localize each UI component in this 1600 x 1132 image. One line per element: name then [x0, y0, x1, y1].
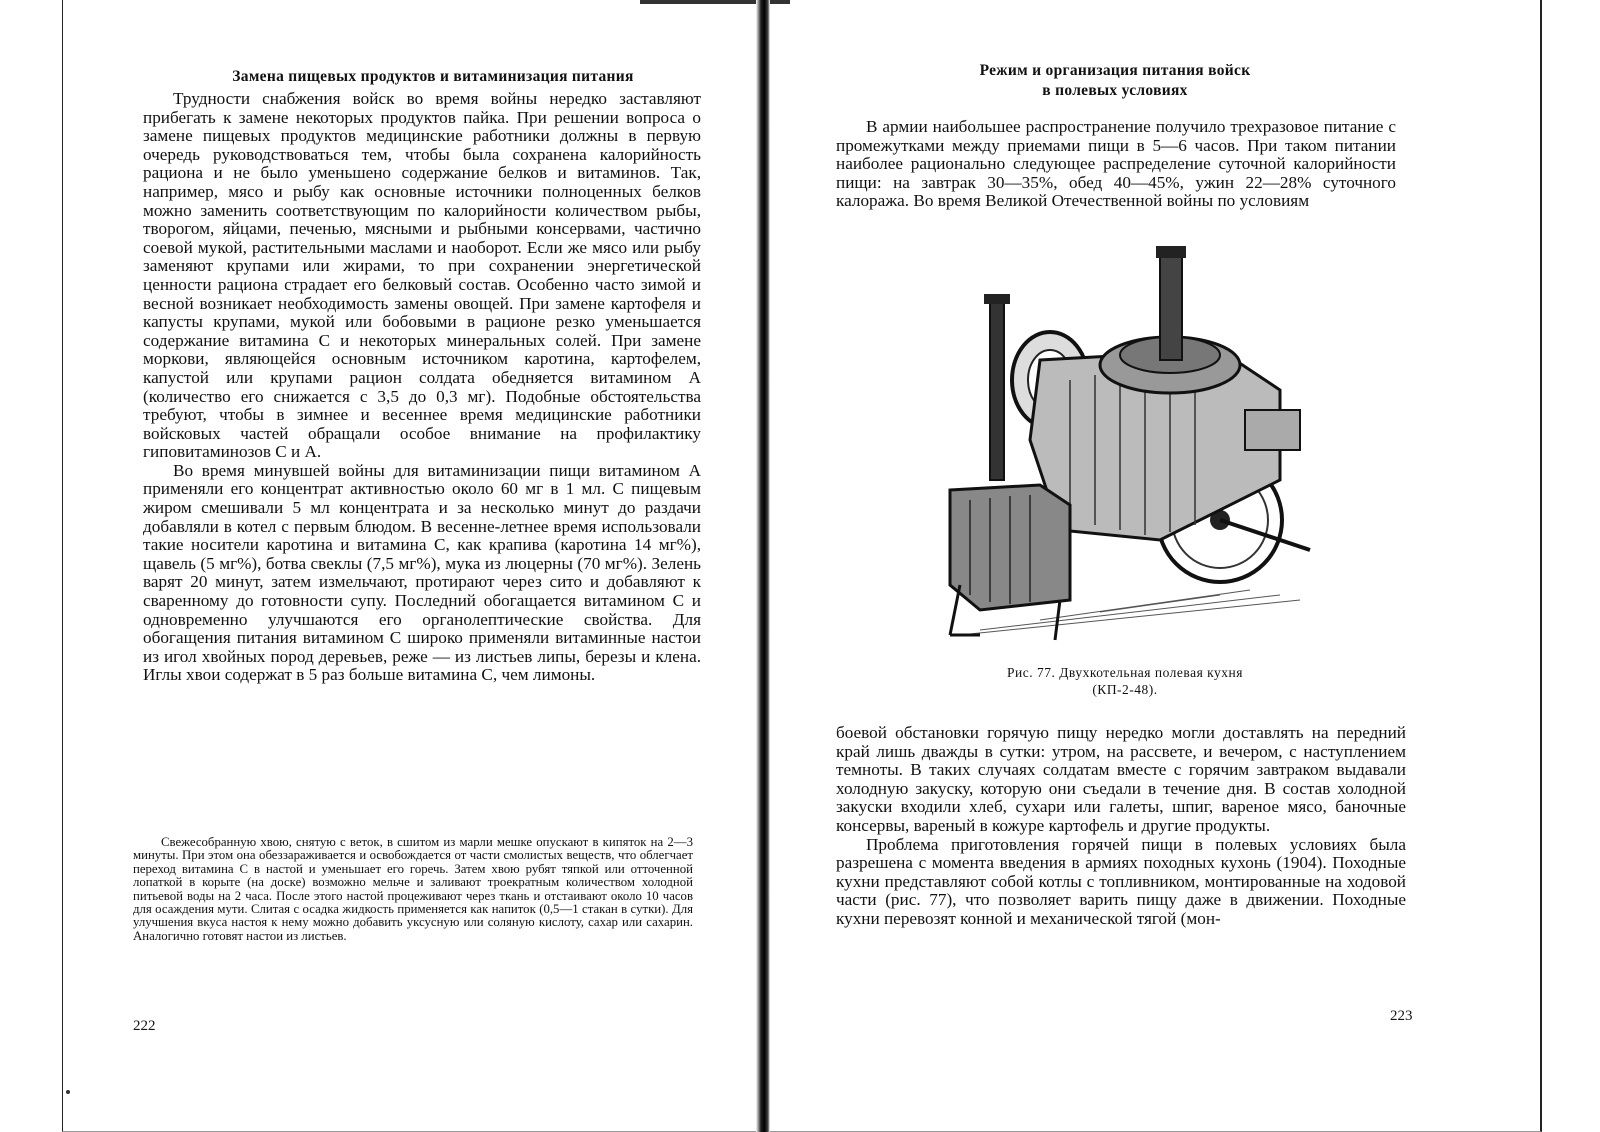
scan-speck	[66, 1090, 70, 1094]
right-paragraph-bottom-2: Проблема приготовления горячей пищи в полевых условиях была разрешена с момента введения в армиях походных кухонь (1904). Походные кухни представляют собой котлы с топливником, монтированные на ходовой части (рис. 77), что позволяет варить пищу даже в движении. Походные кухни перевозят конной и механической тягой (мон-	[836, 834, 1406, 928]
figure-caption-line1: Рис. 77. Двухкотельная полевая кухня	[1007, 665, 1243, 680]
page-number-left: 222	[133, 1018, 156, 1034]
left-page-heading: Замена пищевых продуктов и витаминизация питания	[232, 68, 634, 85]
left-page-body	[143, 90, 701, 685]
field-kitchen-illustration	[920, 240, 1330, 650]
left-paragraph-1: Трудности снабжения войск во время войны нередко заставляют прибегать к замене некоторых продуктов пайка. При решении вопроса о замене пищевых продуктов медицинские работники должны в первую очередь руководствоваться тем, чтобы была сохранена калорийность рациона и не было уменьшено содержание белков и витаминов. Так, например, мясо и рыбу как основные источники полноценных белков можно заменить соответствующим по калорийности количеством рыбы, творогом, яйцами, печенью, мясными и рыбными консервами, частично соевой мукой, растительными маслами и наоборот. Если же мясо или рыбу заменяют крупами или жирами, то при сохранении энергетической ценности рациона страдает его белковый состав. Особенно часто зимой и весной возникает необходимость замены овощей. При замене картофеля и капусты крупами, мукой или бобовыми в рационе резко уменьшается содержание витамина С и некоторых минеральных солей. При замене моркови, являющейся основным источником каротина, картофелем, капустой или крупами рацион солдата обедняется витамином А (количество его снижается с 3,5 до 0,3 мг). Подобные обстоятельства требуют, чтобы в зимнее и весеннее время медицинские работники войсковых частей обращали особое внимание на профилактику гиповитаминозов С и А.	[143, 89, 701, 462]
right-page-body-top	[836, 118, 1396, 211]
right-paragraph-bottom-1: боевой обстановки горячую пищу нередко могли доставлять на передний край лишь дважды в сутки: утром, на рассвете, и вечером, с наступлением темноты. В таких случаях солдатам вместе с горячим завтраком выдавали холодную закуску, которую они съедали в течение дня. В состав холодной закуски входили хлеб, сухари или галеты, шпиг, вареное мясо, баночные консервы, вареный в кожуре картофель и другие продукты.	[836, 723, 1406, 835]
left-page-small-print	[133, 836, 693, 943]
right-page-body-bottom	[836, 724, 1406, 929]
book-spine	[756, 0, 770, 1132]
right-page-heading-line2: в полевых условиях	[1042, 82, 1188, 99]
right-page-heading-line1: Режим и организация питания войск	[979, 62, 1251, 79]
right-paragraph-top: В армии наибольшее распространение получило трехразовое питание с промежутками между приемами пищи в 5—6 часов. При таком питании наиболее рационально следующее распределение суточной калорийности пищи: на завтрак 30—35%, обед 40—45%, ужин 22—28% суточного калоража. Во время Великой Отечественной войны по условиям	[836, 117, 1396, 211]
left-paragraph-2: Во время минувшей войны для витаминизации пищи витамином А применяли его концентрат активностью около 60 мг в 1 мл. С пищевым жиром смешивали 5 мл концентрата и за несколько минут до раздачи добавляли в котел с первым блюдом. В весенне-летнее время использовали такие носители каротина и витамина С, как крапива (каротина 14 мг%), щавель (5 мг%), ботва свеклы (7,5 мг%), мука из люцерны (70 мг%). Зелень варят 20 минут, затем измельчают, протирают через сито и добавляют к сваренному до готовности супу. Последний обогащается витамином С и одновременно улучшаются его органолептические свойства. Для обогащения питания витамином С широко применяли витаминные настои из игол хвойных пород деревьев, реже — из листьев липы, березы и клена. Иглы хвои содержат в 5 раз больше витамина С, чем лимоны.	[143, 460, 701, 685]
small-print-paragraph: Свежесобранную хвою, снятую с веток, в сшитом из марли мешке опускают в кипяток на 2—3 минуты. При этом она обеззараживается и освобождается от части смолистых веществ, что облегчает переход витамина С в настой и уменьшает его горечь. Затем хвою рубят тяпкой или отточенной лопаткой в корыте (на доске) возможно мельче и заливают троекратным количеством холодной питьевой воды на 2 часа. После этого настой процеживают через ткань и отстаивают около 10 часов для осаждения мути. Слитая с осадка жидкость применяется как напиток (0,5—1 стакан в сутки). Для улучшения вкуса настоя к нему можно добавить уксусную или соляную кислоту, сахар или сахарин. Аналогично готовят настои из листьев.	[133, 835, 693, 943]
page-number-right: 223	[1390, 1008, 1413, 1024]
figure-caption-line2: (КП-2-48).	[1092, 682, 1158, 697]
